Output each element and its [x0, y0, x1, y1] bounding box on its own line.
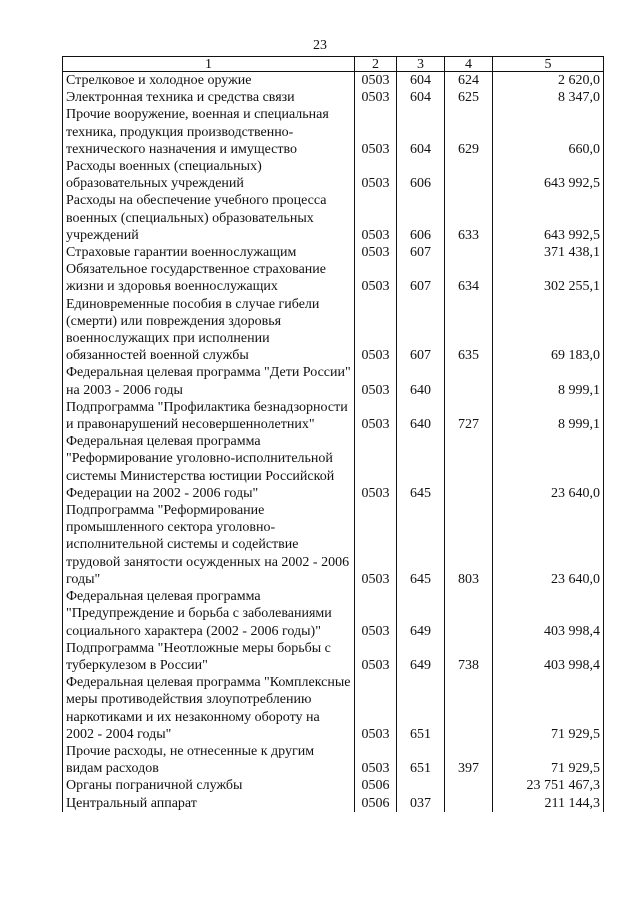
row-expense-code: 633 — [445, 192, 493, 244]
row-target-code: 604 — [397, 72, 445, 90]
row-target-code: 607 — [397, 244, 445, 261]
row-amount: 211 144,3 — [493, 795, 604, 812]
row-expense-code — [445, 777, 493, 794]
row-section-code: 0503 — [355, 588, 397, 640]
row-target-code: 037 — [397, 795, 445, 812]
row-target-code: 640 — [397, 364, 445, 398]
row-target-code: 645 — [397, 502, 445, 588]
row-name-cell: Прочие расходы, не отнесенные к другим видам расходов — [63, 743, 355, 777]
row-name-cell: Органы пограничной службы — [63, 777, 355, 794]
row-amount: 71 929,5 — [493, 674, 604, 743]
table-row — [63, 743, 604, 777]
row-target-code: 651 — [397, 743, 445, 777]
row-section-code: 0503 — [355, 433, 397, 502]
row-target-code: 607 — [397, 261, 445, 295]
row-section-code: 0506 — [355, 795, 397, 812]
row-name-cell: Федеральная целевая программа "Реформирование уголовно-исполнительной системы Министерства юстиции Российской Федерации на 2002 - 2006 годы" — [63, 433, 355, 502]
row-amount: 371 438,1 — [493, 244, 604, 261]
row-amount: 69 183,0 — [493, 296, 604, 365]
budget-table — [62, 56, 604, 812]
row-expense-code — [445, 588, 493, 640]
row-target-code: 604 — [397, 106, 445, 158]
row-name-cell: Федеральная целевая программа "Комплексные меры противодействия злоупотреблению наркотиками и их незаконному обороту на 2002 - 2004 годы" — [63, 674, 355, 743]
row-section-code: 0503 — [355, 244, 397, 261]
row-amount: 8 347,0 — [493, 89, 604, 106]
column-header-1: 1 — [63, 57, 355, 72]
table-row — [63, 192, 604, 244]
table-row — [63, 244, 604, 261]
row-section-code: 0503 — [355, 399, 397, 433]
row-amount: 403 998,4 — [493, 640, 604, 674]
row-target-code: 651 — [397, 674, 445, 743]
row-target-code: 606 — [397, 158, 445, 192]
table-row — [63, 89, 604, 106]
table-body — [63, 72, 604, 812]
row-name-cell: Подпрограмма "Реформирование промышленного сектора уголовно-исполнительной системы и содействие трудовой занятости осужденных на 2002 - 2006 годы" — [63, 502, 355, 588]
table-row — [63, 795, 604, 812]
row-name-cell: Прочие вооружение, военная и специальная техника, продукция производственно-технического назначения и имущество — [63, 106, 355, 158]
row-target-code: 606 — [397, 192, 445, 244]
row-expense-code: 738 — [445, 640, 493, 674]
table-row — [63, 588, 604, 640]
row-name-cell: Подпрограмма "Профилактика безнадзорности и правонарушений несовершеннолетних" — [63, 399, 355, 433]
row-amount: 660,0 — [493, 106, 604, 158]
row-section-code: 0503 — [355, 89, 397, 106]
row-target-code: 649 — [397, 640, 445, 674]
row-amount: 23 640,0 — [493, 433, 604, 502]
row-name-cell: Федеральная целевая программа "Предупреждение и борьба с заболеваниями социального характера (2002 - 2006 годы)" — [63, 588, 355, 640]
row-expense-code: 634 — [445, 261, 493, 295]
table-header — [63, 57, 604, 72]
row-amount: 403 998,4 — [493, 588, 604, 640]
row-section-code: 0503 — [355, 261, 397, 295]
row-expense-code: 624 — [445, 72, 493, 90]
row-name-cell: Федеральная целевая программа "Дети России" на 2003 - 2006 годы — [63, 364, 355, 398]
row-section-code: 0503 — [355, 502, 397, 588]
row-section-code: 0503 — [355, 72, 397, 90]
row-amount: 643 992,5 — [493, 158, 604, 192]
row-target-code: 649 — [397, 588, 445, 640]
row-expense-code: 803 — [445, 502, 493, 588]
row-expense-code: 629 — [445, 106, 493, 158]
row-amount: 643 992,5 — [493, 192, 604, 244]
row-target-code: 604 — [397, 89, 445, 106]
row-name-cell: Центральный аппарат — [63, 795, 355, 812]
table-row — [63, 296, 604, 365]
row-name-cell: Расходы военных (специальных) образовательных учреждений — [63, 158, 355, 192]
row-expense-code: 625 — [445, 89, 493, 106]
row-section-code: 0503 — [355, 743, 397, 777]
row-name-cell: Подпрограмма "Неотложные меры борьбы с туберкулезом в России" — [63, 640, 355, 674]
table-row — [63, 399, 604, 433]
row-target-code: 645 — [397, 433, 445, 502]
row-expense-code: 635 — [445, 296, 493, 365]
row-name-cell: Стрелковое и холодное оружие — [63, 72, 355, 90]
row-expense-code — [445, 674, 493, 743]
row-name-cell: Обязательное государственное страхование жизни и здоровья военнослужащих — [63, 261, 355, 295]
row-section-code: 0503 — [355, 106, 397, 158]
table-row — [63, 261, 604, 295]
row-section-code: 0503 — [355, 296, 397, 365]
row-expense-code — [445, 158, 493, 192]
header-row — [63, 57, 604, 72]
row-amount: 71 929,5 — [493, 743, 604, 777]
table-row — [63, 640, 604, 674]
row-section-code: 0503 — [355, 364, 397, 398]
row-section-code: 0506 — [355, 777, 397, 794]
table-row — [63, 364, 604, 398]
row-expense-code — [445, 244, 493, 261]
row-target-code — [397, 777, 445, 794]
page-number: 23 — [313, 38, 327, 53]
row-expense-code: 727 — [445, 399, 493, 433]
row-name-cell: Единовременные пособия в случае гибели (смерти) или повреждения здоровья военнослужащих при исполнении обязанностей военной службы — [63, 296, 355, 365]
row-amount: 8 999,1 — [493, 399, 604, 433]
row-name-cell: Страховые гарантии военнослужащим — [63, 244, 355, 261]
table-row — [63, 433, 604, 502]
row-target-code: 640 — [397, 399, 445, 433]
column-header-5: 5 — [493, 57, 604, 72]
column-header-3: 3 — [397, 57, 445, 72]
row-expense-code — [445, 795, 493, 812]
row-name-cell: Электронная техника и средства связи — [63, 89, 355, 106]
column-header-4: 4 — [445, 57, 493, 72]
row-section-code: 0503 — [355, 192, 397, 244]
row-section-code: 0503 — [355, 640, 397, 674]
row-section-code: 0503 — [355, 158, 397, 192]
table-row — [63, 777, 604, 794]
table-row — [63, 502, 604, 588]
row-target-code: 607 — [397, 296, 445, 365]
row-expense-code — [445, 433, 493, 502]
table-row — [63, 106, 604, 158]
row-amount: 302 255,1 — [493, 261, 604, 295]
column-header-2: 2 — [355, 57, 397, 72]
row-expense-code — [445, 364, 493, 398]
row-expense-code: 397 — [445, 743, 493, 777]
row-name-cell: Расходы на обеспечение учебного процесса военных (специальных) образовательных учреждений — [63, 192, 355, 244]
row-amount: 23 640,0 — [493, 502, 604, 588]
table-row — [63, 158, 604, 192]
row-amount: 2 620,0 — [493, 72, 604, 90]
table-row — [63, 674, 604, 743]
row-amount: 23 751 467,3 — [493, 777, 604, 794]
row-section-code: 0503 — [355, 674, 397, 743]
row-amount: 8 999,1 — [493, 364, 604, 398]
table-row — [63, 72, 604, 90]
